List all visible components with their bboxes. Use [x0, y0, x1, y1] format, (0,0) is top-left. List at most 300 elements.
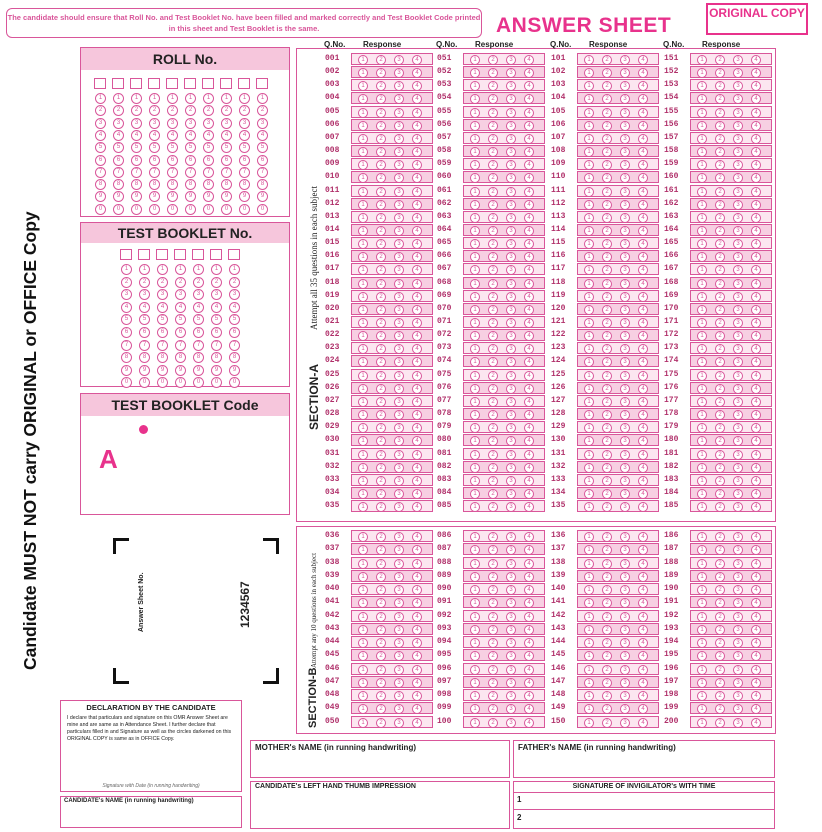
- digit-bubble[interactable]: 7: [175, 340, 186, 351]
- answer-bubble[interactable]: 3: [620, 173, 630, 183]
- digit-bubble[interactable]: 7: [113, 167, 124, 178]
- answer-bubble[interactable]: 1: [697, 265, 707, 275]
- answer-bubble[interactable]: 4: [638, 598, 648, 608]
- answer-bubble[interactable]: 4: [412, 94, 422, 104]
- answer-bubble[interactable]: 2: [602, 94, 612, 104]
- answer-bubble[interactable]: 1: [470, 532, 480, 542]
- answer-bubble[interactable]: 4: [412, 134, 422, 144]
- answer-bubble[interactable]: 4: [412, 678, 422, 688]
- answer-bubble[interactable]: 3: [394, 585, 404, 595]
- answer-bubble[interactable]: 2: [376, 305, 386, 315]
- answer-bubble[interactable]: 2: [715, 423, 725, 433]
- answer-bubble[interactable]: 1: [358, 344, 368, 354]
- answer-bubble[interactable]: 1: [697, 598, 707, 608]
- digit-bubble[interactable]: 9: [139, 365, 150, 376]
- answer-bubble[interactable]: 2: [376, 665, 386, 675]
- answer-bubble[interactable]: 1: [358, 691, 368, 701]
- digit-bubble[interactable]: 1: [131, 93, 142, 104]
- answer-bubble[interactable]: 1: [470, 108, 480, 118]
- answer-bubble[interactable]: 1: [358, 265, 368, 275]
- answer-bubble[interactable]: 2: [602, 678, 612, 688]
- answer-bubble[interactable]: 2: [602, 371, 612, 381]
- answer-bubble[interactable]: 3: [733, 160, 743, 170]
- digit-bubble[interactable]: 2: [211, 277, 222, 288]
- answer-bubble[interactable]: 3: [506, 638, 516, 648]
- answer-bubble[interactable]: 3: [733, 279, 743, 289]
- answer-bubble[interactable]: 2: [602, 239, 612, 249]
- answer-bubble[interactable]: 2: [488, 651, 498, 661]
- answer-bubble[interactable]: 3: [620, 450, 630, 460]
- answer-bubble[interactable]: 3: [506, 397, 516, 407]
- answer-bubble[interactable]: 4: [412, 305, 422, 315]
- digit-bubble[interactable]: 0: [121, 377, 132, 388]
- answer-bubble[interactable]: 2: [602, 638, 612, 648]
- answer-bubble[interactable]: 4: [412, 463, 422, 473]
- answer-bubble[interactable]: 1: [584, 252, 594, 262]
- answer-bubble[interactable]: 2: [715, 476, 725, 486]
- answer-bubble[interactable]: 3: [506, 121, 516, 131]
- answer-bubble[interactable]: 4: [524, 331, 534, 341]
- answer-bubble[interactable]: 3: [394, 292, 404, 302]
- digit-bubble[interactable]: 4: [193, 302, 204, 313]
- answer-bubble[interactable]: 3: [394, 625, 404, 635]
- answer-bubble[interactable]: 1: [358, 160, 368, 170]
- answer-bubble[interactable]: 1: [358, 226, 368, 236]
- answer-bubble[interactable]: 3: [620, 559, 630, 569]
- answer-bubble[interactable]: 4: [412, 121, 422, 131]
- answer-bubble[interactable]: 3: [394, 436, 404, 446]
- answer-bubble[interactable]: 2: [376, 68, 386, 78]
- answer-bubble[interactable]: 2: [715, 612, 725, 622]
- answer-bubble[interactable]: 1: [697, 357, 707, 367]
- answer-bubble[interactable]: 2: [715, 371, 725, 381]
- answer-bubble[interactable]: 3: [506, 718, 516, 728]
- answer-bubble[interactable]: 2: [715, 585, 725, 595]
- answer-bubble[interactable]: 1: [358, 134, 368, 144]
- answer-bubble[interactable]: 2: [376, 489, 386, 499]
- answer-bubble[interactable]: 4: [638, 173, 648, 183]
- answer-bubble[interactable]: 1: [358, 532, 368, 542]
- answer-bubble[interactable]: 4: [524, 436, 534, 446]
- answer-bubble[interactable]: 2: [602, 160, 612, 170]
- answer-bubble[interactable]: 4: [524, 545, 534, 555]
- answer-bubble[interactable]: 4: [412, 651, 422, 661]
- answer-bubble[interactable]: 3: [733, 665, 743, 675]
- answer-bubble[interactable]: 4: [638, 134, 648, 144]
- digit-bubble[interactable]: 4: [221, 130, 232, 141]
- answer-bubble[interactable]: 1: [470, 651, 480, 661]
- digit-bubble[interactable]: 9: [185, 191, 196, 202]
- answer-bubble[interactable]: 3: [394, 81, 404, 91]
- answer-bubble[interactable]: 4: [412, 147, 422, 157]
- answer-bubble[interactable]: 1: [470, 476, 480, 486]
- answer-bubble[interactable]: 4: [524, 305, 534, 315]
- answer-bubble[interactable]: 4: [412, 598, 422, 608]
- answer-bubble[interactable]: 2: [715, 318, 725, 328]
- digit-bubble[interactable]: 5: [131, 142, 142, 153]
- answer-bubble[interactable]: 4: [412, 410, 422, 420]
- digit-bubble[interactable]: 3: [149, 118, 160, 129]
- digit-bubble[interactable]: 7: [203, 167, 214, 178]
- answer-bubble[interactable]: 3: [620, 265, 630, 275]
- answer-bubble[interactable]: 4: [524, 572, 534, 582]
- invigilator-row-1[interactable]: 1: [514, 792, 774, 809]
- answer-bubble[interactable]: 2: [376, 292, 386, 302]
- digit-bubble[interactable]: 7: [121, 340, 132, 351]
- answer-bubble[interactable]: 1: [358, 651, 368, 661]
- answer-bubble[interactable]: 3: [394, 704, 404, 714]
- answer-bubble[interactable]: 2: [376, 200, 386, 210]
- answer-bubble[interactable]: 4: [751, 665, 761, 675]
- answer-bubble[interactable]: 4: [638, 213, 648, 223]
- digit-bubble[interactable]: 5: [193, 314, 204, 325]
- answer-bubble[interactable]: 2: [488, 305, 498, 315]
- answer-bubble[interactable]: 1: [358, 502, 368, 512]
- answer-bubble[interactable]: 3: [733, 371, 743, 381]
- answer-bubble[interactable]: 1: [697, 559, 707, 569]
- answer-bubble[interactable]: 4: [751, 572, 761, 582]
- answer-bubble[interactable]: 3: [733, 134, 743, 144]
- answer-bubble[interactable]: 2: [376, 55, 386, 65]
- digit-bubble[interactable]: 1: [139, 264, 150, 275]
- answer-bubble[interactable]: 1: [470, 279, 480, 289]
- answer-bubble[interactable]: 1: [584, 331, 594, 341]
- answer-bubble[interactable]: 1: [697, 572, 707, 582]
- answer-bubble[interactable]: 4: [524, 638, 534, 648]
- answer-bubble[interactable]: 1: [584, 160, 594, 170]
- answer-bubble[interactable]: 2: [602, 68, 612, 78]
- answer-bubble[interactable]: 4: [524, 612, 534, 622]
- answer-bubble[interactable]: 1: [470, 305, 480, 315]
- answer-bubble[interactable]: 2: [376, 476, 386, 486]
- answer-bubble[interactable]: 4: [524, 625, 534, 635]
- answer-bubble[interactable]: 1: [358, 173, 368, 183]
- digit-bubble[interactable]: 8: [257, 179, 268, 190]
- answer-bubble[interactable]: 1: [584, 68, 594, 78]
- answer-bubble[interactable]: 2: [715, 598, 725, 608]
- answer-bubble[interactable]: 1: [470, 410, 480, 420]
- answer-bubble[interactable]: 3: [506, 200, 516, 210]
- digit-bubble[interactable]: 8: [193, 352, 204, 363]
- answer-bubble[interactable]: 2: [602, 305, 612, 315]
- answer-bubble[interactable]: 4: [412, 489, 422, 499]
- answer-bubble[interactable]: 3: [733, 718, 743, 728]
- answer-bubble[interactable]: 1: [358, 121, 368, 131]
- answer-bubble[interactable]: 4: [751, 397, 761, 407]
- answer-bubble[interactable]: 2: [715, 625, 725, 635]
- answer-bubble[interactable]: 3: [506, 572, 516, 582]
- answer-bubble[interactable]: 1: [358, 318, 368, 328]
- answer-bubble[interactable]: 2: [376, 436, 386, 446]
- answer-bubble[interactable]: 1: [470, 397, 480, 407]
- digit-bubble[interactable]: 9: [257, 191, 268, 202]
- answer-bubble[interactable]: 1: [470, 226, 480, 236]
- answer-bubble[interactable]: 3: [620, 463, 630, 473]
- answer-bubble[interactable]: 3: [394, 450, 404, 460]
- answer-bubble[interactable]: 4: [751, 226, 761, 236]
- answer-bubble[interactable]: 1: [358, 68, 368, 78]
- answer-bubble[interactable]: 3: [733, 463, 743, 473]
- digit-bubble[interactable]: 1: [203, 93, 214, 104]
- answer-bubble[interactable]: 3: [620, 305, 630, 315]
- answer-bubble[interactable]: 4: [412, 108, 422, 118]
- digit-bubble[interactable]: 3: [95, 118, 106, 129]
- answer-bubble[interactable]: 4: [638, 718, 648, 728]
- answer-bubble[interactable]: 3: [394, 545, 404, 555]
- answer-bubble[interactable]: 1: [697, 423, 707, 433]
- answer-bubble[interactable]: 2: [715, 173, 725, 183]
- answer-bubble[interactable]: 3: [506, 463, 516, 473]
- answer-bubble[interactable]: 4: [412, 397, 422, 407]
- answer-bubble[interactable]: 2: [715, 160, 725, 170]
- mothers-name-field[interactable]: [250, 740, 510, 778]
- answer-bubble[interactable]: 4: [751, 545, 761, 555]
- answer-bubble[interactable]: 3: [733, 68, 743, 78]
- digit-bubble[interactable]: 0: [185, 204, 196, 215]
- answer-bubble[interactable]: 1: [470, 173, 480, 183]
- fathers-name-field[interactable]: [513, 740, 775, 778]
- answer-bubble[interactable]: 2: [715, 357, 725, 367]
- answer-bubble[interactable]: 4: [638, 489, 648, 499]
- answer-bubble[interactable]: 2: [715, 397, 725, 407]
- answer-bubble[interactable]: 1: [358, 545, 368, 555]
- digit-bubble[interactable]: 3: [257, 118, 268, 129]
- answer-bubble[interactable]: 4: [524, 357, 534, 367]
- answer-bubble[interactable]: 4: [751, 384, 761, 394]
- answer-bubble[interactable]: 2: [488, 625, 498, 635]
- answer-bubble[interactable]: 3: [506, 384, 516, 394]
- answer-bubble[interactable]: 4: [524, 213, 534, 223]
- digit-bubble[interactable]: 3: [221, 118, 232, 129]
- answer-bubble[interactable]: 2: [602, 450, 612, 460]
- answer-bubble[interactable]: 1: [697, 704, 707, 714]
- answer-bubble[interactable]: 1: [470, 718, 480, 728]
- answer-bubble[interactable]: 2: [715, 121, 725, 131]
- answer-bubble[interactable]: 3: [394, 200, 404, 210]
- answer-bubble[interactable]: 2: [715, 94, 725, 104]
- answer-bubble[interactable]: 3: [733, 691, 743, 701]
- answer-bubble[interactable]: 3: [733, 344, 743, 354]
- digit-bubble[interactable]: 0: [221, 204, 232, 215]
- digit-entry-box[interactable]: [228, 249, 240, 260]
- answer-bubble[interactable]: 1: [697, 173, 707, 183]
- answer-bubble[interactable]: 4: [638, 612, 648, 622]
- answer-bubble[interactable]: 4: [638, 292, 648, 302]
- answer-bubble[interactable]: 1: [584, 572, 594, 582]
- answer-bubble[interactable]: 3: [620, 638, 630, 648]
- digit-bubble[interactable]: 9: [175, 365, 186, 376]
- answer-bubble[interactable]: 3: [506, 173, 516, 183]
- answer-bubble[interactable]: 4: [751, 187, 761, 197]
- digit-bubble[interactable]: 9: [211, 365, 222, 376]
- answer-bubble[interactable]: 2: [602, 252, 612, 262]
- digit-bubble[interactable]: 7: [193, 340, 204, 351]
- answer-bubble[interactable]: 3: [506, 502, 516, 512]
- answer-bubble[interactable]: 2: [376, 463, 386, 473]
- answer-bubble[interactable]: 4: [638, 450, 648, 460]
- answer-bubble[interactable]: 3: [620, 572, 630, 582]
- answer-bubble[interactable]: 3: [733, 357, 743, 367]
- digit-bubble[interactable]: 5: [175, 314, 186, 325]
- digit-bubble[interactable]: 1: [193, 264, 204, 275]
- answer-bubble[interactable]: 3: [506, 344, 516, 354]
- answer-bubble[interactable]: 3: [733, 678, 743, 688]
- answer-bubble[interactable]: 2: [715, 55, 725, 65]
- answer-bubble[interactable]: 2: [715, 502, 725, 512]
- answer-bubble[interactable]: 4: [524, 252, 534, 262]
- answer-bubble[interactable]: 4: [412, 718, 422, 728]
- answer-bubble[interactable]: 2: [715, 108, 725, 118]
- answer-bubble[interactable]: 3: [394, 371, 404, 381]
- answer-bubble[interactable]: 1: [358, 200, 368, 210]
- answer-bubble[interactable]: 3: [506, 691, 516, 701]
- digit-bubble[interactable]: 2: [131, 105, 142, 116]
- answer-bubble[interactable]: 2: [488, 187, 498, 197]
- answer-bubble[interactable]: 2: [376, 572, 386, 582]
- answer-bubble[interactable]: 2: [715, 305, 725, 315]
- answer-bubble[interactable]: 3: [620, 384, 630, 394]
- answer-bubble[interactable]: 4: [638, 502, 648, 512]
- answer-bubble[interactable]: 2: [602, 173, 612, 183]
- answer-bubble[interactable]: 3: [394, 187, 404, 197]
- answer-bubble[interactable]: 2: [602, 532, 612, 542]
- answer-bubble[interactable]: 2: [488, 121, 498, 131]
- answer-bubble[interactable]: 2: [488, 200, 498, 210]
- answer-bubble[interactable]: 2: [376, 612, 386, 622]
- digit-entry-box[interactable]: [202, 78, 214, 89]
- digit-bubble[interactable]: 2: [257, 105, 268, 116]
- answer-bubble[interactable]: 3: [506, 410, 516, 420]
- answer-bubble[interactable]: 2: [376, 252, 386, 262]
- answer-bubble[interactable]: 2: [715, 489, 725, 499]
- answer-bubble[interactable]: 1: [697, 410, 707, 420]
- answer-bubble[interactable]: 1: [697, 134, 707, 144]
- answer-bubble[interactable]: 1: [358, 638, 368, 648]
- answer-bubble[interactable]: 3: [733, 585, 743, 595]
- answer-bubble[interactable]: 2: [602, 81, 612, 91]
- answer-bubble[interactable]: 4: [638, 476, 648, 486]
- digit-bubble[interactable]: 5: [239, 142, 250, 153]
- answer-bubble[interactable]: 2: [602, 331, 612, 341]
- answer-bubble[interactable]: 3: [620, 612, 630, 622]
- answer-bubble[interactable]: 2: [376, 344, 386, 354]
- answer-bubble[interactable]: 4: [751, 213, 761, 223]
- digit-bubble[interactable]: 0: [193, 377, 204, 388]
- digit-bubble[interactable]: 4: [203, 130, 214, 141]
- answer-bubble[interactable]: 3: [620, 213, 630, 223]
- answer-bubble[interactable]: 3: [506, 476, 516, 486]
- answer-bubble[interactable]: 4: [638, 94, 648, 104]
- digit-bubble[interactable]: 9: [239, 191, 250, 202]
- digit-entry-box[interactable]: [130, 78, 142, 89]
- answer-bubble[interactable]: 4: [638, 572, 648, 582]
- answer-bubble[interactable]: 3: [506, 134, 516, 144]
- digit-bubble[interactable]: 2: [149, 105, 160, 116]
- digit-bubble[interactable]: 6: [95, 155, 106, 166]
- digit-bubble[interactable]: 1: [239, 93, 250, 104]
- answer-bubble[interactable]: 3: [394, 134, 404, 144]
- answer-bubble[interactable]: 2: [488, 545, 498, 555]
- answer-bubble[interactable]: 2: [488, 134, 498, 144]
- answer-bubble[interactable]: 3: [506, 357, 516, 367]
- answer-bubble[interactable]: 4: [638, 384, 648, 394]
- answer-bubble[interactable]: 1: [470, 331, 480, 341]
- answer-bubble[interactable]: 2: [602, 318, 612, 328]
- answer-bubble[interactable]: 4: [751, 476, 761, 486]
- answer-bubble[interactable]: 1: [697, 532, 707, 542]
- answer-bubble[interactable]: 2: [376, 450, 386, 460]
- answer-bubble[interactable]: 1: [584, 121, 594, 131]
- answer-bubble[interactable]: 4: [524, 502, 534, 512]
- answer-bubble[interactable]: 4: [638, 121, 648, 131]
- digit-bubble[interactable]: 9: [193, 365, 204, 376]
- answer-bubble[interactable]: 1: [697, 585, 707, 595]
- answer-bubble[interactable]: 4: [751, 305, 761, 315]
- digit-entry-box[interactable]: [156, 249, 168, 260]
- digit-bubble[interactable]: 6: [113, 155, 124, 166]
- digit-bubble[interactable]: 8: [113, 179, 124, 190]
- answer-bubble[interactable]: 1: [584, 691, 594, 701]
- answer-bubble[interactable]: 2: [715, 704, 725, 714]
- answer-bubble[interactable]: 4: [524, 559, 534, 569]
- answer-bubble[interactable]: 1: [584, 187, 594, 197]
- answer-bubble[interactable]: 4: [638, 68, 648, 78]
- digit-bubble[interactable]: 3: [139, 289, 150, 300]
- answer-bubble[interactable]: 1: [584, 318, 594, 328]
- answer-bubble[interactable]: 3: [506, 651, 516, 661]
- answer-bubble[interactable]: 4: [751, 55, 761, 65]
- answer-bubble[interactable]: 3: [620, 585, 630, 595]
- digit-bubble[interactable]: 8: [203, 179, 214, 190]
- answer-bubble[interactable]: 2: [715, 718, 725, 728]
- answer-bubble[interactable]: 3: [733, 108, 743, 118]
- answer-bubble[interactable]: 4: [524, 81, 534, 91]
- answer-bubble[interactable]: 2: [602, 55, 612, 65]
- answer-bubble[interactable]: 2: [715, 545, 725, 555]
- digit-bubble[interactable]: 1: [185, 93, 196, 104]
- answer-bubble[interactable]: 3: [620, 68, 630, 78]
- answer-bubble[interactable]: 2: [602, 436, 612, 446]
- answer-bubble[interactable]: 2: [715, 665, 725, 675]
- answer-bubble[interactable]: 4: [524, 384, 534, 394]
- digit-bubble[interactable]: 6: [131, 155, 142, 166]
- answer-bubble[interactable]: 1: [697, 502, 707, 512]
- answer-bubble[interactable]: 4: [751, 585, 761, 595]
- answer-bubble[interactable]: 2: [488, 292, 498, 302]
- answer-bubble[interactable]: 3: [394, 423, 404, 433]
- digit-bubble[interactable]: 2: [175, 277, 186, 288]
- answer-bubble[interactable]: 3: [394, 678, 404, 688]
- answer-bubble[interactable]: 4: [751, 612, 761, 622]
- answer-bubble[interactable]: 4: [751, 147, 761, 157]
- digit-bubble[interactable]: 2: [121, 277, 132, 288]
- answer-bubble[interactable]: 2: [602, 357, 612, 367]
- answer-bubble[interactable]: 3: [394, 638, 404, 648]
- answer-bubble[interactable]: 2: [715, 265, 725, 275]
- answer-bubble[interactable]: 3: [733, 318, 743, 328]
- digit-bubble[interactable]: 4: [167, 130, 178, 141]
- answer-bubble[interactable]: 4: [638, 423, 648, 433]
- answer-bubble[interactable]: 4: [524, 665, 534, 675]
- answer-bubble[interactable]: 3: [733, 545, 743, 555]
- digit-bubble[interactable]: 9: [113, 191, 124, 202]
- digit-bubble[interactable]: 3: [157, 289, 168, 300]
- answer-bubble[interactable]: 2: [376, 718, 386, 728]
- answer-bubble[interactable]: 2: [488, 638, 498, 648]
- answer-bubble[interactable]: 1: [358, 450, 368, 460]
- answer-bubble[interactable]: 2: [488, 239, 498, 249]
- digit-bubble[interactable]: 7: [139, 340, 150, 351]
